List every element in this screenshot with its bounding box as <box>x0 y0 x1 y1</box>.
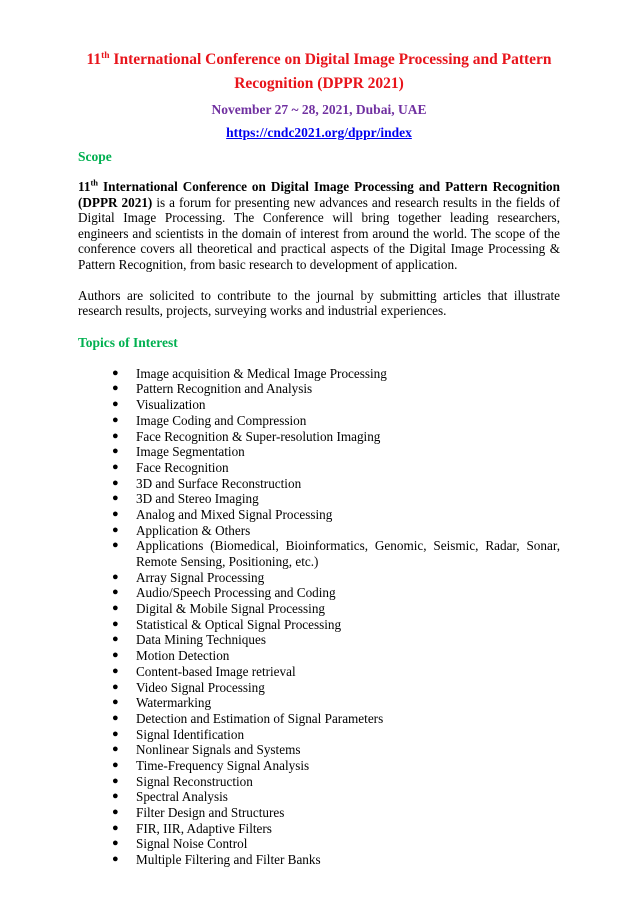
topic-text: Statistical & Optical Signal Processing <box>136 616 342 632</box>
list-item <box>112 429 560 445</box>
title-ordinal-suffix: th <box>101 50 110 61</box>
topic-text: Visualization <box>136 397 206 413</box>
list-item <box>112 774 560 790</box>
topics-list <box>78 366 560 868</box>
bullet-icon: ● <box>112 570 119 583</box>
bullet-icon: ● <box>112 617 119 630</box>
list-item <box>112 805 560 821</box>
conference-link[interactable]: https://cndc2021.org/dppr/index <box>226 125 412 140</box>
list-item <box>112 617 560 633</box>
list-item <box>112 523 560 539</box>
bullet-icon: ● <box>112 680 119 693</box>
bullet-icon: ● <box>112 539 119 552</box>
list-item <box>112 695 560 711</box>
list-item <box>112 727 560 743</box>
bullet-icon: ● <box>112 382 119 395</box>
list-item <box>112 366 560 382</box>
topic-text: Image Coding and Compression <box>136 412 307 428</box>
list-item <box>112 664 560 680</box>
list-item <box>112 460 560 476</box>
list-item <box>112 538 560 569</box>
bullet-icon: ● <box>112 806 119 818</box>
topic-text: Filter Design and Structures <box>136 805 285 820</box>
bullet-icon: ● <box>112 821 119 834</box>
conference-url-line <box>78 124 560 141</box>
topic-text: 3D and Surface Reconstruction <box>136 475 302 491</box>
topic-text: Analog and Mixed Signal Processing <box>136 506 333 522</box>
bullet-icon: ● <box>112 413 119 426</box>
title-line2: Recognition (DPPR 2021) <box>234 75 404 92</box>
topic-text: Image Segmentation <box>136 444 245 460</box>
scope-paragraph-2: Authors are solicited to contribute to the journal by submitting articles that illustrate research results, projects, surveying works and industrial experiences. <box>78 287 560 319</box>
topic-text: Array Signal Processing <box>136 569 265 585</box>
topic-text: Time-Frequency Signal Analysis <box>136 757 310 773</box>
topic-text: Application & Others <box>136 522 251 538</box>
list-item <box>112 476 560 492</box>
topic-text: Signal Noise Control <box>136 836 248 852</box>
list-item <box>112 789 560 805</box>
topic-text: Pattern Recognition and Analysis <box>136 381 313 397</box>
list-item <box>112 648 560 664</box>
topic-text: Nonlinear Signals and Systems <box>136 742 301 758</box>
scope-bold-text: International Conference on Digital Image Processing and Pattern Recognition (DPPR 2021) <box>78 179 560 210</box>
conference-dates: November 27 ~ 28, 2021, Dubai, UAE <box>211 102 427 117</box>
bullet-icon: ● <box>112 727 119 740</box>
bullet-icon: ● <box>112 711 119 724</box>
scope-ordinal-suffix: th <box>90 177 99 188</box>
bullet-icon: ● <box>112 523 119 536</box>
list-item <box>112 601 560 617</box>
topic-text: Content-based Image retrieval <box>136 663 296 679</box>
list-item <box>112 758 560 774</box>
scope-ordinal-number: 11 <box>78 179 91 194</box>
topic-text: Signal Reconstruction <box>136 773 253 789</box>
list-item <box>112 570 560 586</box>
list-item <box>112 507 560 523</box>
topic-text: Spectral Analysis <box>136 789 228 805</box>
title-ordinal-number: 11 <box>86 51 102 68</box>
bullet-icon: ● <box>112 649 119 662</box>
list-item <box>112 711 560 727</box>
bullet-icon: ● <box>112 602 119 615</box>
bullet-icon: ● <box>112 853 119 866</box>
topic-text: FIR, IIR, Adaptive Filters <box>136 820 272 836</box>
bullet-icon: ● <box>112 586 119 599</box>
topic-text: Digital & Mobile Signal Processing <box>136 601 326 617</box>
topic-text: Face Recognition & Super-resolution Imaging <box>136 428 381 444</box>
topics-heading: Topics of Interest <box>78 334 178 350</box>
list-item <box>112 742 560 758</box>
topic-text: Data Mining Techniques <box>136 632 266 648</box>
bullet-icon: ● <box>112 696 119 709</box>
topic-text: Video Signal Processing <box>136 679 265 695</box>
bullet-icon: ● <box>112 460 119 473</box>
topic-text: Applications (Biomedical, Bioinformatics, Genomic, Seismic, Radar, Sonar, Remote Sensing, Positioning, etc.) <box>136 538 560 569</box>
topic-text: Signal Identification <box>136 726 245 742</box>
list-item <box>112 381 560 397</box>
list-item <box>112 444 560 460</box>
bullet-icon: ● <box>112 398 119 411</box>
topic-text: Image acquisition & Medical Image Processing <box>136 365 387 381</box>
topic-text: Face Recognition <box>136 459 229 475</box>
topic-text: Motion Detection <box>136 648 230 664</box>
conference-title <box>78 48 560 96</box>
bullet-icon: ● <box>112 445 119 458</box>
bullet-icon: ● <box>112 774 119 787</box>
bullet-icon: ● <box>112 633 119 646</box>
bullet-icon: ● <box>112 429 119 442</box>
bullet-icon: ● <box>112 837 119 850</box>
topic-text: Watermarking <box>136 695 212 711</box>
list-item <box>112 585 560 601</box>
list-item <box>112 397 560 413</box>
list-item <box>112 413 560 429</box>
bullet-icon: ● <box>112 476 119 489</box>
scope-text: is a forum for presenting new advances and research results in the fields of Digital Image Processing. The Conference will bring together leading researchers, engineers and scientists in the domain of interest from around the world. The scope of the conference covers all theoretical and practical aspects of the Digital Image Processing & Pattern Recognition, from basic research to development of application. <box>78 194 560 272</box>
title-line1: International Conference on Digital Image Processing and Pattern <box>109 51 552 68</box>
scope-heading: Scope <box>78 149 112 164</box>
list-item <box>112 852 560 868</box>
bullet-icon: ● <box>112 743 119 756</box>
bullet-icon: ● <box>112 758 119 771</box>
topic-text: 3D and Stereo Imaging <box>136 491 259 507</box>
bullet-icon: ● <box>112 507 119 520</box>
topic-text: Multiple Filtering and Filter Banks <box>136 852 321 868</box>
list-item <box>112 632 560 648</box>
bullet-icon: ● <box>112 664 119 677</box>
list-item <box>112 680 560 696</box>
topic-text: Detection and Estimation of Signal Parameters <box>136 710 384 726</box>
topic-text: Audio/Speech Processing and Coding <box>136 585 336 601</box>
bullet-icon: ● <box>112 492 119 505</box>
list-item <box>112 821 560 837</box>
bullet-icon: ● <box>112 366 119 379</box>
list-item <box>112 836 560 852</box>
bullet-icon: ● <box>112 790 119 803</box>
list-item <box>112 491 560 507</box>
scope-paragraph-1 <box>78 179 560 273</box>
